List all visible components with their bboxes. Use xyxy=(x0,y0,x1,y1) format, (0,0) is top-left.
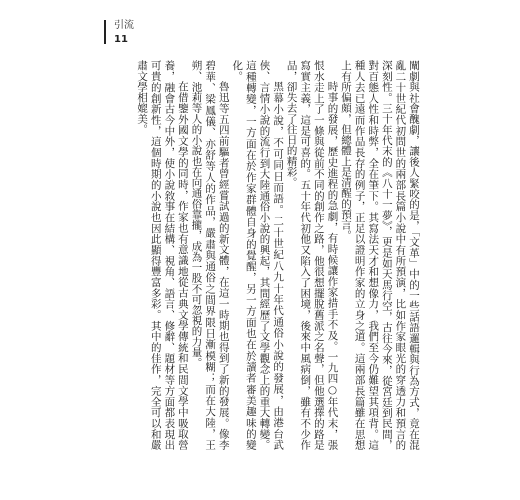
paragraph-3: 黑幕小說，不可同日而語。二十世紀八九十年代通俗小說的發展，由港台武俠、言情小說的流行到大陸通俗小說的興起，其間經歷了文學觀念上的重大轉變。這種轉變，一方面在於作家群體自身的覺醒，另一方面也在於讀者審美趣味的變化。 xyxy=(231,60,285,450)
header-rule xyxy=(104,20,106,44)
paragraph-4: 魯迅等五四前驅者曾經嘗試過的新文體，在這一時期也得到了新的發展。像李碧華、梁鳳儀、亦舒等人的作品，嚴肅與通俗之間界限日漸模糊；而在大陸，王朔、池莉等人的小說也在向通俗靠攏，成為一股不可忽視的力量。 xyxy=(190,60,230,450)
vertical-body-text xyxy=(135,60,420,450)
paragraph-1: 闡劇與社會醜劇，讓後人緊咬的是，「文革」中的一些話語邏輯與行為方式，竟在混亂二十世紀代初問世的兩部長篇小說中有所預演，比如作家眼光的穿透力和預言的深刻性。三十年代末的《八十一夢》，更是如天馬行空，古往今來，從宮廷到民間，對百態人性和時弊，全在筆下。其寫法天才和想像力，我們至今仍難望其項背。這種人去已遠而作品長存的例子，正足以證明作家的立身之道。這兩部長篇雖在思想上有所偏頗，但總體上是清醒的預言。 xyxy=(340,60,420,450)
paragraph-2: 時事的發展，歷史進程的急劇，有時候讓作家措手不及。一九四○年代末，張恨水走上了一條與從前不同的創作之路，他很想擺脫舊派之名聲，但他選擇的路是寫實主義，這是可喜的。五十年代初他又陷入了困境，後來中風病倒，雖有不少作品，卻失去了往日的精彩。 xyxy=(285,60,339,450)
running-head-title: 引流 xyxy=(114,20,134,31)
page-number: 11 xyxy=(114,34,128,45)
paragraph-5: 在借鑒外國文學的同時，作家也有意識地從古典文學傳統和民間文學中吸取營養，融會古今中外，使小說敘事在結構、視角、語言、修辭、題材等方面都表現出可貴的創新性，這個時期的小說也因此顯得豐富多彩。其中的佳作，完全可以和嚴肅文學相媲美。 xyxy=(136,60,189,450)
